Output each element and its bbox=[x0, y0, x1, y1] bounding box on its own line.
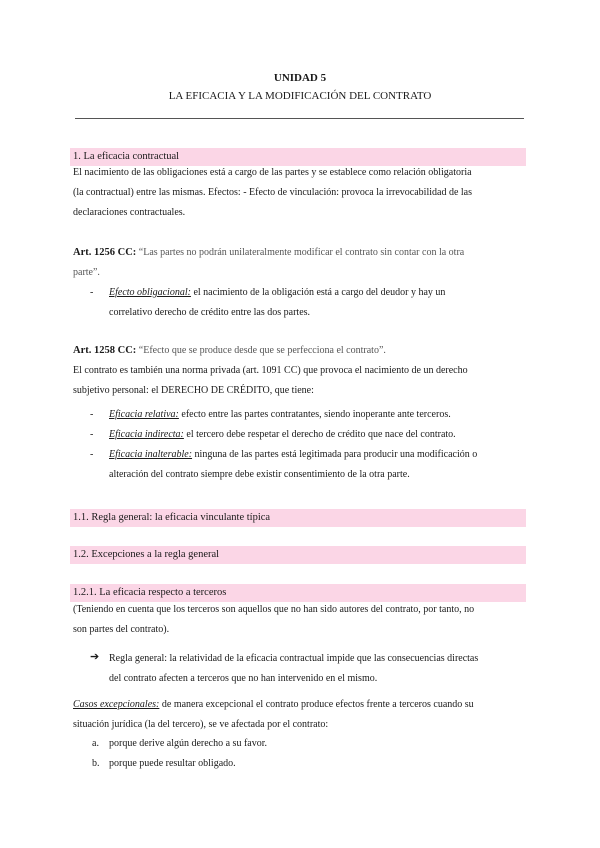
article-label: Art. 1258 CC: bbox=[73, 345, 137, 356]
list-item-text: porque derive algún derecho a su favor. bbox=[109, 738, 267, 749]
list-letter: a. bbox=[92, 738, 99, 749]
term-label: Casos excepcionales: bbox=[73, 699, 160, 710]
efficacy-unalterable-item bbox=[109, 445, 529, 485]
general-rule-item bbox=[109, 649, 529, 689]
section-1-heading: 1. La eficacia contractual bbox=[73, 151, 180, 162]
bullet-dash: - bbox=[90, 287, 94, 298]
paragraph-line: son partes del contrato). bbox=[73, 624, 170, 635]
section-1-2-heading: 1.2. Excepciones a la regla general bbox=[73, 549, 220, 560]
paragraph-line: subjetivo personal: el DERECHO DE CRÉDITO, que tiene: bbox=[73, 385, 314, 396]
section-1-2-1-heading: 1.2.1. La eficacia respecto a terceros bbox=[73, 587, 227, 598]
bullet-dash: - bbox=[90, 449, 94, 460]
term-label: Eficacia indirecta: bbox=[109, 429, 184, 440]
art-1258-paragraph bbox=[73, 341, 525, 401]
term-text: efecto entre las partes contratantes, siendo inoperante ante terceros. bbox=[178, 409, 451, 420]
list-item bbox=[109, 754, 529, 774]
term-text: el tercero debe respetar el derecho de crédito que nace del contrato. bbox=[183, 429, 456, 440]
section-1-1-heading: 1.1. Regla general: la eficacia vinculante típica bbox=[73, 512, 271, 523]
list-letter: b. bbox=[92, 758, 100, 769]
unit-label: UNIDAD 5 bbox=[273, 72, 327, 84]
title-divider bbox=[75, 118, 524, 119]
art-1256-paragraph bbox=[73, 243, 525, 283]
term-text: el nacimiento de la obligación está a cargo del deudor y hay un bbox=[190, 287, 446, 298]
paragraph-line: El nacimiento de las obligaciones está a cargo de las partes y se establece como relación obligatoria bbox=[73, 167, 472, 178]
bullet-dash: - bbox=[90, 429, 94, 440]
list-item bbox=[109, 734, 529, 754]
term-label: Efecto obligacional: bbox=[109, 287, 191, 298]
efficacy-relative-item bbox=[109, 405, 529, 425]
paragraph-line: situación jurídica (la del tercero), se ve afectada por el contrato: bbox=[73, 719, 329, 730]
paragraph-line: (Teniendo en cuenta que los terceros son aquellos que no han sido autores del contrato, por tanto, no bbox=[73, 604, 475, 615]
article-quote: “Efecto que se produce desde que se perfecciona el contrato”. bbox=[136, 345, 386, 356]
section-1-paragraph bbox=[73, 163, 525, 223]
efficacy-indirect-item bbox=[109, 425, 529, 445]
term-text: ninguna de las partes está legitimada para producir una modificación o bbox=[192, 449, 478, 460]
list-item-text: porque puede resultar obligado. bbox=[109, 758, 236, 769]
paragraph-line: declaraciones contractuales. bbox=[73, 207, 186, 218]
article-quote: “Las partes no podrán unilateralmente modificar el contrato sin contar con la otra bbox=[136, 247, 465, 258]
exceptional-cases-paragraph bbox=[73, 695, 525, 735]
paragraph-line: (la contractual) entre las mismas. Efectos: - Efecto de vinculación: provoca la irrevocabilidad de las bbox=[73, 187, 472, 198]
effect-obligational-item bbox=[109, 283, 529, 323]
term-text-cont: alteración del contrato siempre debe existir consentimiento de la otra parte. bbox=[109, 469, 410, 480]
bullet-dash: - bbox=[90, 409, 94, 420]
term-label: Eficacia inalterable: bbox=[109, 449, 193, 460]
term-text: de manera excepcional el contrato produce efectos frente a terceros cuando su bbox=[159, 699, 474, 710]
article-quote-end: parte”. bbox=[73, 267, 100, 278]
article-label: Art. 1256 CC: bbox=[73, 247, 137, 258]
section-1-2-1-paragraph bbox=[73, 600, 525, 640]
page-title: LA EFICACIA Y LA MODIFICACIÓN DEL CONTRATO bbox=[168, 90, 432, 102]
term-text-cont: correlativo derecho de crédito entre las dos partes. bbox=[109, 307, 311, 318]
paragraph-line: El contrato es también una norma privada (art. 1091 CC) que provoca el nacimiento de un derecho bbox=[73, 365, 468, 376]
rule-line: Regla general: la relatividad de la eficacia contractual impide que las consecuencias directas bbox=[109, 653, 479, 664]
term-label: Eficacia relativa: bbox=[109, 409, 179, 420]
rule-line: del contrato afecten a terceros que no han intervenido en el mismo. bbox=[109, 673, 378, 684]
arrow-right-icon: ➔ bbox=[90, 651, 100, 663]
